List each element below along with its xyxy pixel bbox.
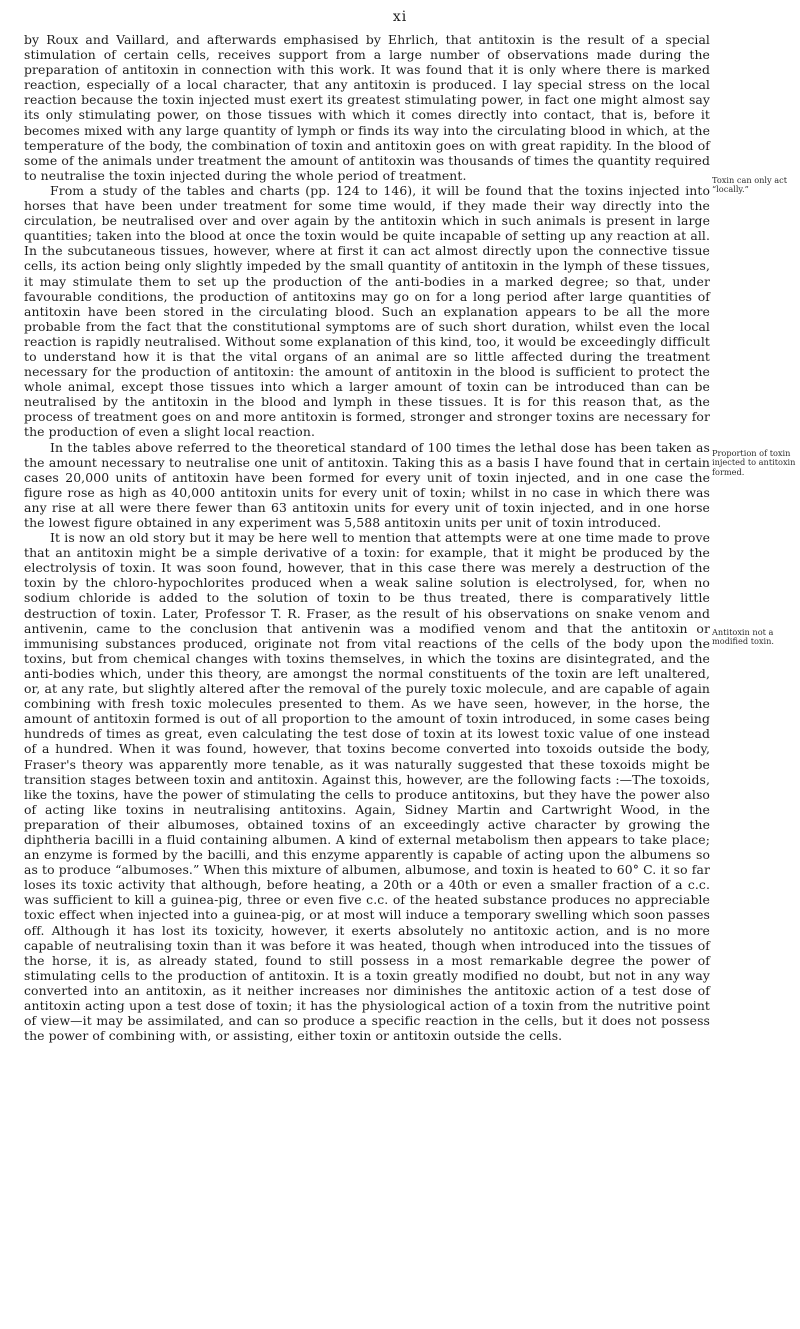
page-number: xi [392,9,408,25]
marginal-note-toxin-local: Toxin can only act “locally.” [712,175,788,195]
paragraph-2: From a study of the tables and charts (pp. 124 to 146), it will be found that the toxins injected into horses that have been under treatment for some time would, if they made their way directly into the circulation, be neutralised over and over again by the antitoxin which in such animals is present in large quantities; taken into the blood at once the toxin would be quite incapable of setting up any reaction at all. In the subcutaneous tissues, however, where at first it can act almost directly upon the connective tissue cells, its action being only slightly impeded by the small quantity of antitoxin in the lymph of these tissues, it may stimulate them to set up the production of the anti-bodies in a marked degree; so that, under favourable conditions, the production of antitoxins may go on for a long period after large quantities of antitoxin have been stored in the circulating blood. Such an explanation appears to be all the more probable from the fact that the constitutional symptoms are of such short duration, whilst even the local reaction is rapidly neutralised. Without some explanation of this kind, too, it would be exceedingly difficult to understand how it is that the vital organs of an animal are so little affected during the treatment necessary for the production of antitoxin: the amount of antitoxin in the blood is sufficient to protect the whole animal, except those tissues into which a larger amount of toxin can be introduced than can be neutralised by the antitoxin in the blood and lymph in these tissues. It is for this reason that, as the process of treatment goes on and more antitoxin is formed, stronger and stronger toxins are necessary for the production of even a slight local reaction. [24,182,710,440]
paragraph-1: by Roux and Vaillard, and afterwards emphasised by Ehrlich, that antitoxin is the result of a special stimulation of certain cells, receives support from a large number of observations made during the preparation of antitoxin in connection with this work. It was found that it is only where there is marked reaction, especially of a local character, that any antitoxin is produced. I lay special stress on the local reaction because the toxin injected must exert its greatest stimulating power, in fact one might almost say its only stimulating power, on those tissues with which it comes directly into contact, that is, before it becomes mixed with any large quantity of lymph or finds its way into the circulating blood in which, at the temperature of the body, the combination of toxin and antitoxin goes on with great rapidity. In the blood of some of the animals under treatment the amount of antitoxin was thousands of times the quantity required to neutralise the toxin injected during the whole period of treatment. [24,32,710,183]
marginal-note-proportion: Proportion of toxin injected to antitoxin formed. [712,448,796,477]
paragraph-4: It is now an old story but it may be here well to mention that attempts were at one time made to prove that an antitoxin might be a simple derivative of a toxin: for example, that it might be produced by the electrolysis of toxin. It was soon found, however, that in this case there was merely a destruction of the toxin by the chloro-hypochlorites produced when a weak saline solution is electrolysed, for, when no sodium chloride is added to the solution of toxin to be thus treated, there is comparatively little destruction of toxin. Later, Professor T. R. Fraser, as the result of his observations on snake venom and antivenin, came to the conclusion that antivenin was a modified venom and that the antitoxin or immunising substances produced, originate not from vital reactions of the cells of the body upon the toxins, but from chemical changes with toxins themselves, in which the toxins are disintegrated, and the anti-bodies which, under this theory, are amongst the normal constituents of the toxin are left unaltered, or, at any rate, but slightly altered after the removal of the purely toxic molecule, and are capable of again combining with fresh toxic molecules presented to them. As we have seen, however, in the horse, the amount of antitoxin formed is out of all proportion to the amount of toxin introduced, in some cases being hundreds of times as great, even calculating the test dose of toxin at its lowest toxic value of one instead of a hundred. When it was found, however, that toxins become converted into toxoids outside the body, Fraser's theory was apparently more tenable, as it was naturally suggested that these toxoids might be transition stages between toxin and antitoxin. Against this, however, are the following facts :—The toxoids, like the toxins, have the power of stimulating the cells to produce antitoxins, but they have the power also of acting like toxins in neutralising antitoxins. Again, Sidney Martin and Cartwright Wood, in the preparation of their albumoses, obtained toxins of an exceedingly active character by growing the diphtheria bacilli in a fluid containing albumen. A kind of external metabolism then appears to take place; an enzyme is formed by the bacilli, and this enzyme apparently is capable of acting upon the albumens so as to produce “albumoses.” When this mixture of albumen, albumose, and toxin is heated to 60° C. it so far loses its toxic activity that although, before heating, a 20th or a 40th or even a smaller fraction of a c.c. was sufficient to kill a guinea-pig, three or even five c.c. of the heated substance produces no appreciable toxic effect when injected into a guinea-pig, or at most will induce a temporary swelling which soon passes off. Although it has lost its toxicity, however, it exerts absolutely no antitoxic action, and is no more capable of neutralising toxin than it was before it was heated, though when introduced into the tissues of the horse, it is, as already stated, found to still possess in a most remarkable degree the power of stimulating cells to the production of antitoxin. It is a toxin greatly modified no doubt, but not in any way converted into an antitoxin, as it neither increases nor diminishes the antitoxic action of a test dose of antitoxin acting upon a test dose of toxin; it has the physiological action of a toxin from the nutritive point of view—it may be assimilated, and can so produce a specific reaction in the cells, but it does not possess the power of combining with, or assisting, either toxin or antitoxin outside the cells. [24,530,710,1044]
paragraph-3: In the tables above referred to the theoretical standard of 100 times the lethal dose has been taken as the amount necessary to neutralise one unit of antitoxin. Taking this as a basis I have found that in certain cases 20,000 units of antitoxin have been formed for every unit of toxin injected, and in one case the figure rose as high as 40,000 antitoxin units for every unit of toxin; whilst in no case in which there was any rise at all were there fewer than 63 antitoxin units for every unit of toxin injected, and in one horse the lowest figure obtained in any experiment was 5,588 antitoxin units per unit of toxin introduced. [24,439,710,530]
marginal-note-antitoxin-not-modified: Antitoxin not a modified toxin. [712,627,775,647]
body-text [24,32,710,1043]
